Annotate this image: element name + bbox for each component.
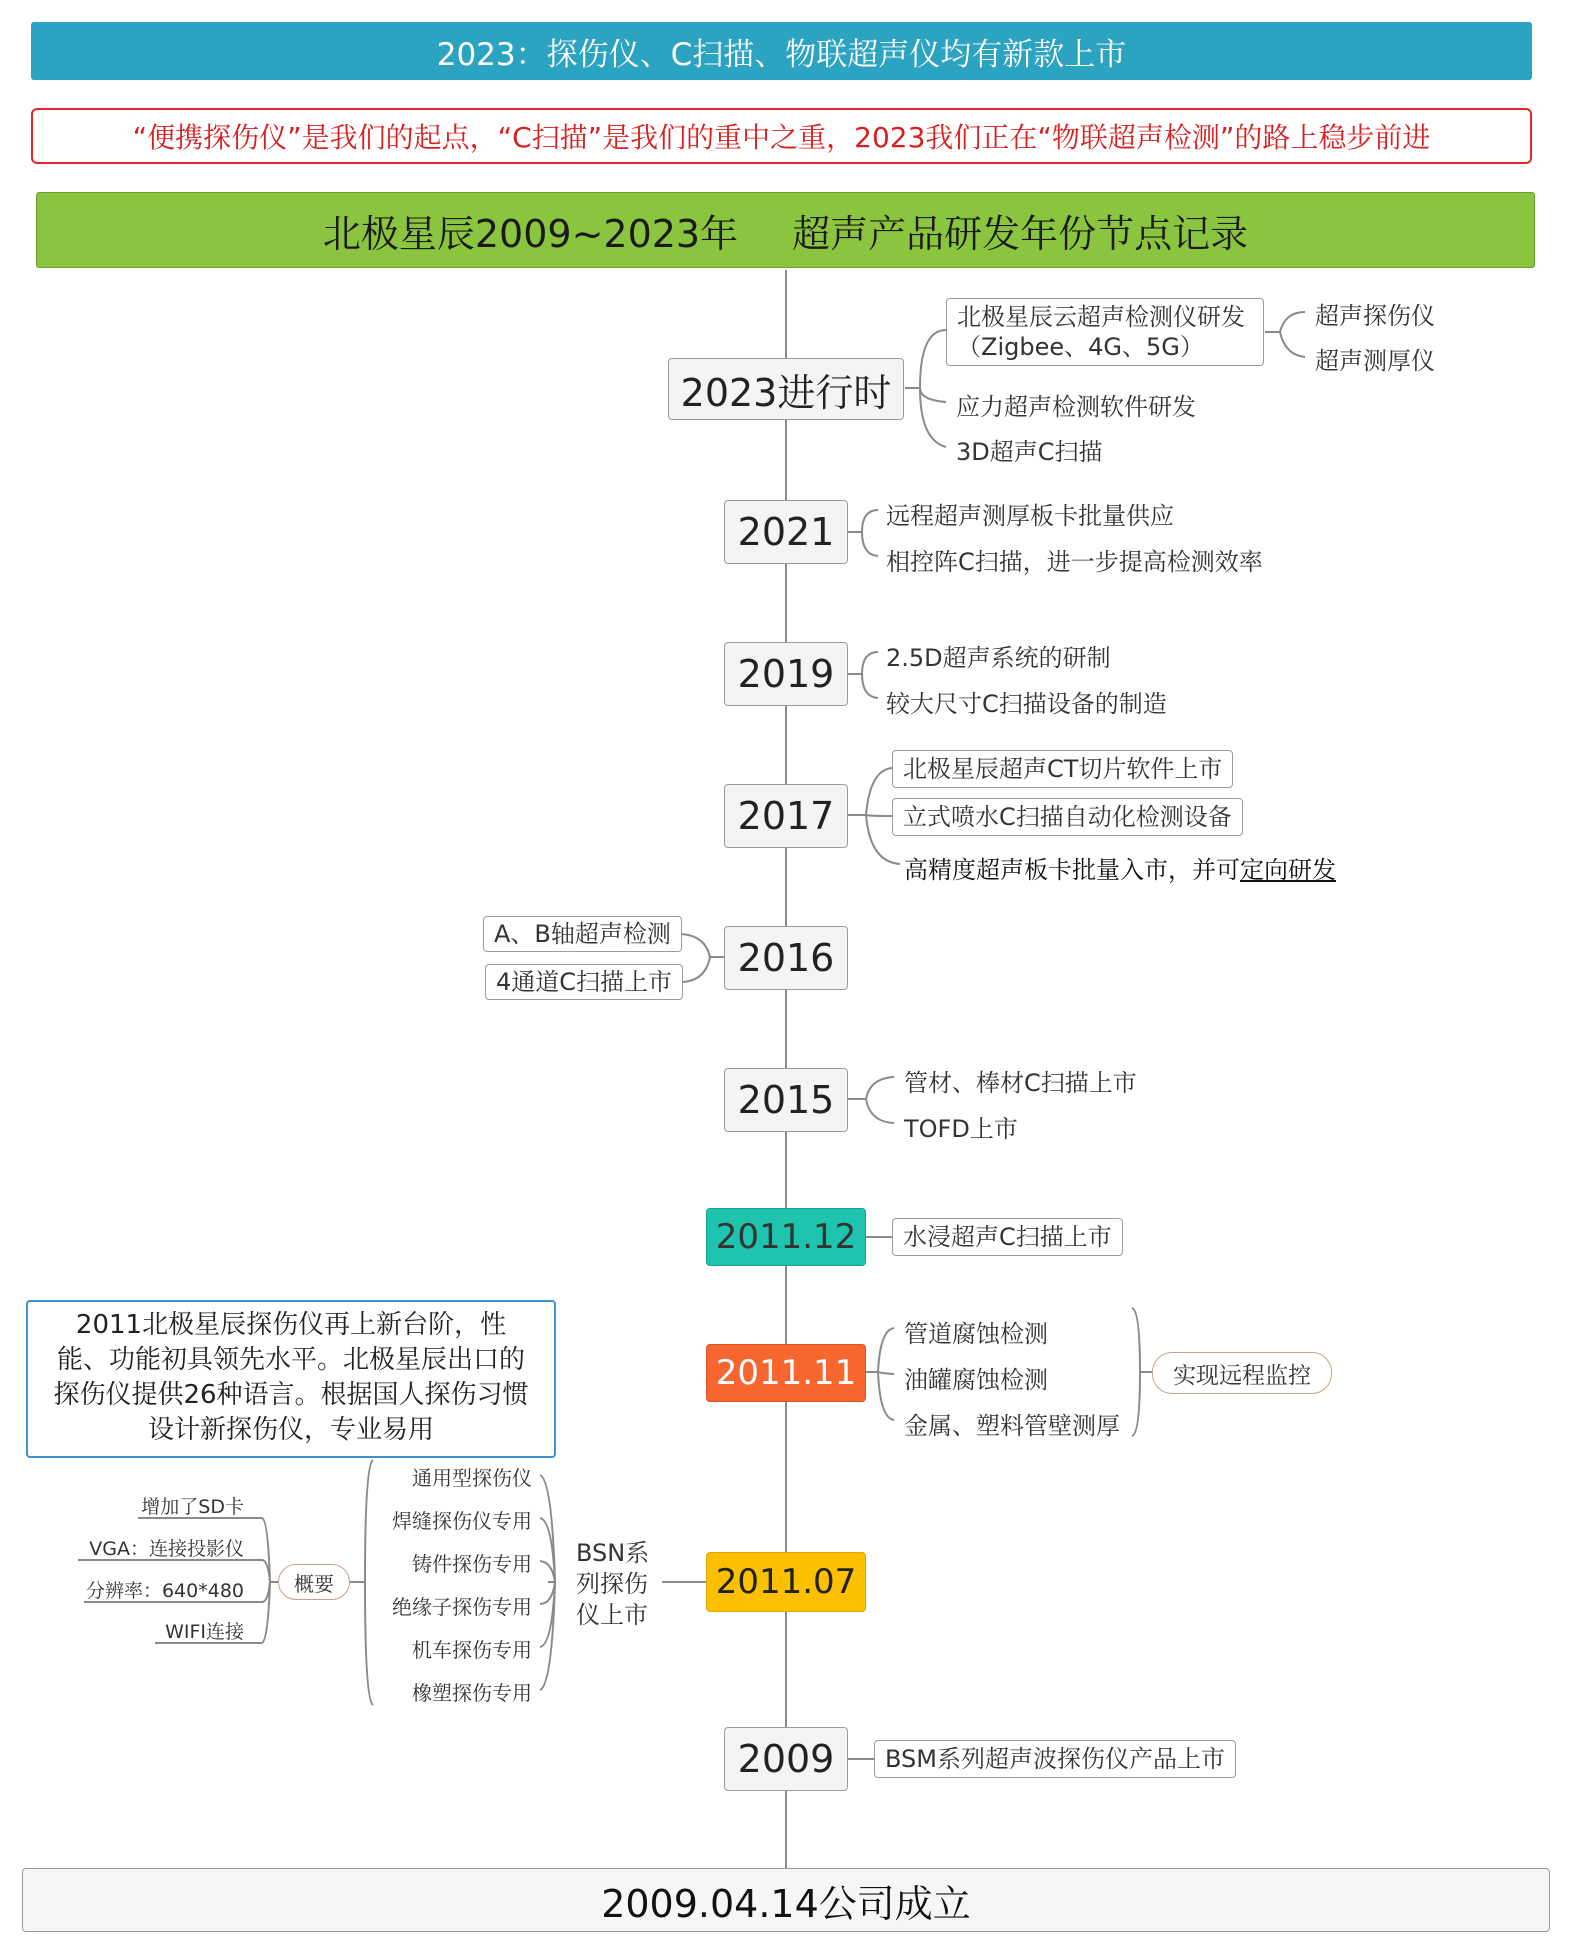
summary-label: 实现远程监控 — [1173, 1362, 1311, 1389]
year-2019-node — [724, 642, 848, 706]
feature-item: WIFI连接 — [165, 1621, 244, 1643]
y2019-item: 2.5D超声系统的研制 — [886, 644, 1111, 672]
y2023-item: 应力超声检测软件研发 — [956, 393, 1196, 421]
founded-banner — [22, 1868, 1550, 1932]
y2016-item-box — [483, 916, 682, 952]
bsn-type-item: 橡塑探伤专用 — [412, 1681, 532, 1705]
note-line: 设计新探伤仪，专业易用 — [147, 1415, 434, 1445]
y2023-item: 3D超声C扫描 — [956, 438, 1103, 466]
y2015-item: 管材、棒材C扫描上市 — [904, 1069, 1137, 1097]
bsn-series-line: BSN系 — [576, 1539, 650, 1567]
y2011-11-item: 油罐腐蚀检测 — [904, 1366, 1048, 1394]
y2016-item: 4通道C扫描上市 — [496, 968, 673, 996]
note-line: 探伤仪提供26种语言。根据国人探伤习惯 — [53, 1380, 529, 1410]
year-2017-label: 2017 — [737, 794, 835, 838]
feature-item: VGA：连接投影仪 — [89, 1538, 244, 1560]
bsn-type-item: 机车探伤专用 — [412, 1638, 532, 1662]
year-2011-11-label: 2011.11 — [715, 1353, 857, 1393]
year-2011-07-label: 2011.07 — [715, 1562, 857, 1602]
title-right: 超声产品研发年份节点记录 — [792, 211, 1249, 256]
y2017-item-3a: 高精度超声板卡批量入市，并可 — [904, 856, 1240, 884]
cloud-ultrasonic-sub: （Zigbee、4G、5G） — [957, 333, 1204, 361]
slogan-text: “便携探伤仪”是我们的起点，“C扫描”是我们的重中之重，2023我们正在“物联超声检测”的路上稳步前进 — [132, 121, 1431, 154]
summary-remote-monitoring — [1152, 1352, 1332, 1394]
year-2015-label: 2015 — [737, 1078, 835, 1122]
year-2023-label: 2023进行时 — [680, 370, 892, 415]
overview-node — [278, 1564, 350, 1600]
y2017-item-box — [892, 798, 1243, 836]
y2011-12-item-box — [892, 1218, 1123, 1256]
bsn-series-label — [576, 1538, 666, 1631]
y2021-item: 远程超声测厚板卡批量供应 — [886, 502, 1174, 530]
overview-label: 概要 — [294, 1571, 334, 1596]
year-2011-12-label: 2011.12 — [715, 1217, 857, 1257]
year-2011-12-node — [706, 1208, 866, 1266]
note-box — [26, 1300, 556, 1458]
bsn-type-item: 铸件探伤专用 — [412, 1552, 532, 1576]
note-line: 2011北极星辰探伤仪再上新台阶，性 — [75, 1310, 507, 1340]
y2021-item: 相控阵C扫描，进一步提高检测效率 — [886, 548, 1263, 576]
y2016-item-box — [485, 964, 683, 1000]
y2011-11-item: 金属、塑料管壁测厚 — [904, 1412, 1120, 1440]
year-2011-11-node — [706, 1344, 866, 1402]
y2009-item: BSM系列超声波探伤仪产品上市 — [885, 1745, 1225, 1773]
year-2017-node — [724, 784, 848, 848]
bsn-type-item: 绝缘子探伤专用 — [392, 1595, 532, 1619]
year-2015-node — [724, 1068, 848, 1132]
y2017-item: 立式喷水C扫描自动化检测设备 — [903, 803, 1232, 831]
feature-item: 分辨率：640*480 — [85, 1580, 244, 1602]
y2017-item-box — [892, 750, 1233, 788]
year-2021-label: 2021 — [737, 510, 835, 554]
bsn-series-line: 仪上市 — [576, 1601, 648, 1629]
cloud-ultrasonic-box — [946, 298, 1264, 366]
bsn-series-line: 列探伤 — [576, 1570, 648, 1598]
y2017-item-3 — [904, 850, 1336, 885]
feature-item: 增加了SD卡 — [141, 1496, 244, 1518]
year-2009-label: 2009 — [737, 1737, 835, 1781]
y2019-item: 较大尺寸C扫描设备的制造 — [886, 690, 1167, 718]
y2017-item: 北极星辰超声CT切片软件上市 — [903, 755, 1223, 783]
year-2021-node — [724, 500, 848, 564]
y2009-item-box — [874, 1740, 1236, 1778]
founded-text: 2009.04.14公司成立 — [601, 1881, 971, 1926]
bsn-type-item: 焊缝探伤仪专用 — [392, 1509, 532, 1533]
year-2009-node — [724, 1727, 848, 1791]
cloud-child-flaw: 超声探伤仪 — [1315, 302, 1435, 330]
year-2016-label: 2016 — [737, 936, 835, 980]
note-line: 能、功能初具领先水平。北极星辰出口的 — [56, 1345, 525, 1375]
year-2011-07-node — [706, 1552, 866, 1612]
year-2016-node — [724, 926, 848, 990]
y2011-11-item: 管道腐蚀检测 — [904, 1320, 1048, 1348]
y2015-item: TOFD上市 — [904, 1115, 1018, 1143]
year-2023-node — [668, 358, 904, 420]
year-2019-label: 2019 — [737, 652, 835, 696]
cloud-child-thickness: 超声测厚仪 — [1315, 347, 1435, 375]
y2016-item: A、B轴超声检测 — [494, 920, 671, 948]
top-banner-text: 2023：探伤仪、C扫描、物联超声仪均有新款上市 — [436, 36, 1127, 73]
y2017-item-3b: 定向研发 — [1240, 856, 1336, 884]
bsn-type-item: 通用型探伤仪 — [412, 1466, 532, 1490]
title-left: 北极星辰2009~2023年 — [322, 211, 739, 256]
y2011-12-item: 水浸超声C扫描上市 — [903, 1223, 1112, 1251]
cloud-ultrasonic-title: 北极星辰云超声检测仪研发 — [957, 303, 1245, 331]
